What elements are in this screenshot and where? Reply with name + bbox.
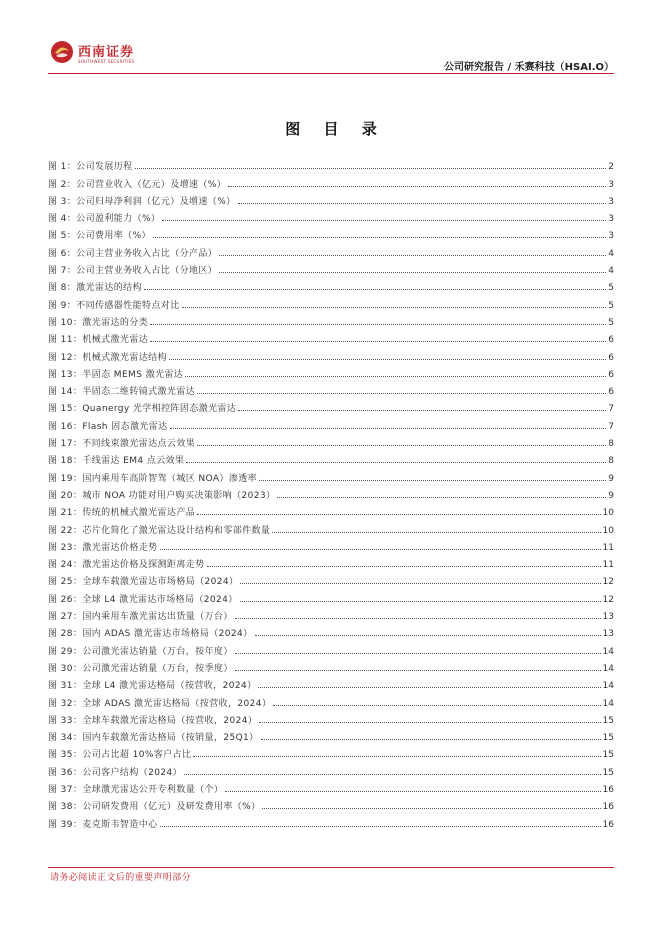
toc-entry-label: 图 27：国内乘用车激光雷达出货量（万台） [48,612,233,623]
toc-leader-dots [235,653,601,654]
toc-leader-dots [150,341,606,342]
toc-entry-page: 12 [602,577,614,588]
logo-mark-icon [50,40,74,64]
toc-entry-label: 图 36：公司客户结构（2024） [48,767,183,778]
toc-entry-page: 16 [602,819,614,830]
toc-entry[interactable] [48,760,614,777]
toc-entry-label: 图 11：机械式激光雷达 [48,335,149,346]
logo-text-cn: 西南证券 [78,45,135,60]
toc-entry-label: 图 6：公司主营业务收入占比（分产品） [48,248,218,259]
toc-entry-label: 图 25：全球车载激光雷达市场格局（2024） [48,577,239,588]
toc-entry-label: 图 17：不同线束激光雷达点云效果 [48,439,196,450]
toc-leader-dots [160,826,601,827]
toc-entry[interactable] [48,691,614,708]
toc-leader-dots [170,428,607,429]
toc-entry[interactable] [48,397,614,414]
toc-entry-label: 图 7：公司主营业务收入占比（分地区） [48,266,218,277]
toc-entry-label: 图 16：Flash 固态激光雷达 [48,421,168,432]
toc-entry-page: 9 [608,490,614,501]
footer-divider [48,867,614,868]
toc-entry-page: 6 [608,352,614,363]
report-label: 公司研究报告 / 禾赛科技（HSAI.O） [444,62,614,73]
toc-leader-dots [160,549,601,550]
toc-leader-dots [273,705,600,706]
toc-leader-dots [197,393,606,394]
toc-entry[interactable] [48,345,614,362]
toc-entry-page: 7 [608,421,614,432]
toc-entry[interactable] [48,778,614,795]
toc-entry-page: 14 [602,681,614,692]
toc-leader-dots [238,203,607,204]
toc-entry[interactable] [48,155,614,172]
toc-entry-label: 图 38：公司研发费用（亿元）及研发费用率（%） [48,802,261,813]
logo-text-en: SOUTHWEST SECURITIES [78,59,135,64]
toc-entry[interactable] [48,639,614,656]
toc-entry-label: 图 23：激光雷达价格走势 [48,542,158,553]
toc-leader-dots [182,307,607,308]
toc-entry[interactable] [48,207,614,224]
toc-entry[interactable] [48,587,614,604]
toc-leader-dots [197,445,606,446]
toc-entry-label: 图 5：公司费用率（%） [48,231,151,242]
toc-leader-dots [235,618,601,619]
toc-entry-page: 7 [608,404,614,415]
toc-entry[interactable] [48,726,614,743]
toc-leader-dots [207,566,601,567]
toc-entry-label: 图 1：公司发展历程 [48,162,133,173]
toc-leader-dots [185,376,606,377]
toc-entry[interactable] [48,501,614,518]
toc-entry-page: 14 [602,663,614,674]
toc-entry[interactable] [48,674,614,691]
toc-leader-dots [235,670,601,671]
toc-entry-label: 图 4：公司盈利能力（%） [48,214,161,225]
toc-entry-page: 3 [608,231,614,242]
toc-entry[interactable] [48,363,614,380]
toc-entry-label: 图 22：芯片化简化了激光雷达设计结构和零部件数量 [48,525,271,536]
toc-entry-label: 图 34：国内车载激光雷达格局（按销量，25Q1） [48,733,259,744]
toc-entry-label: 图 15：Quanergy 光学相控阵固态激光雷达 [48,404,237,415]
toc-title: 图 目 录 [285,120,386,138]
toc-entry[interactable] [48,743,614,760]
toc-entry-page: 6 [608,369,614,380]
toc-entry-page: 4 [608,248,614,259]
toc-entry-page: 8 [608,439,614,450]
toc-entry-page: 15 [602,767,614,778]
toc-entry-page: 15 [602,733,614,744]
toc-entry[interactable] [48,449,614,466]
toc-entry-label: 图 20：城市 NOA 功能对用户购买决策影响（2023） [48,490,276,501]
toc-entry-label: 图 37：全球激光雷达公开专利数量（个） [48,784,224,795]
toc-entry-label: 图 28：国内 ADAS 激光雷达市场格局（2024） [48,629,253,640]
toc-entry-label: 图 35：公司占比超 10%客户占比 [48,750,192,761]
toc-entry[interactable] [48,190,614,207]
toc-entry-page: 9 [608,473,614,484]
toc-entry-page: 5 [608,283,614,294]
toc-entry[interactable] [48,622,614,639]
toc-leader-dots [277,497,606,498]
toc-leader-dots [169,359,606,360]
toc-entry[interactable] [48,466,614,483]
toc-leader-dots [162,220,606,221]
toc-entry-page: 14 [602,646,614,657]
toc-entry[interactable] [48,553,614,570]
toc-entry[interactable] [48,293,614,310]
toc-leader-dots [225,791,600,792]
toc-entry-page: 16 [602,784,614,795]
toc-entry-page: 3 [608,196,614,207]
toc-entry-page: 13 [602,629,614,640]
toc-leader-dots [219,272,606,273]
toc-leader-dots [184,774,601,775]
toc-entry-page: 16 [602,802,614,813]
toc-entry[interactable] [48,536,614,553]
toc-leader-dots [240,583,600,584]
toc-entry-page: 12 [602,594,614,605]
toc-entry-label: 图 3：公司归母净利润（亿元）及增速（%） [48,196,236,207]
toc-entry[interactable] [48,414,614,431]
toc-entry-label: 图 31：全球 L4 激光雷达格局（按营收，2024） [48,681,257,692]
toc-entry[interactable] [48,328,614,345]
toc-entry[interactable] [48,484,614,501]
toc-entry-page: 11 [602,542,614,553]
toc-leader-dots [259,722,600,723]
toc-entry-label: 图 18：千线雷达 EM4 点云效果 [48,456,185,467]
toc-entry-page: 10 [602,508,614,519]
toc-entry-page: 14 [602,698,614,709]
toc-entry-label: 图 9：不同传感器性能特点对比 [48,300,180,311]
toc-entry[interactable] [48,380,614,397]
toc-leader-dots [150,324,606,325]
toc-entry-label: 图 33：全球车载激光雷达格局（按营收，2024） [48,715,258,726]
toc-entry-page: 13 [602,612,614,623]
toc-leader-dots [135,168,607,169]
toc-entry[interactable] [48,709,614,726]
toc-entry-page: 5 [608,317,614,328]
toc-entry-page: 10 [602,525,614,536]
toc-entry[interactable] [48,812,614,829]
toc-leader-dots [193,756,600,757]
toc-entry[interactable] [48,657,614,674]
toc-leader-dots [238,410,606,411]
toc-entry-label: 图 13：半固态 MEMS 激光雷达 [48,369,184,380]
toc-entry-label: 图 21：传统的机械式激光雷达产品 [48,508,196,519]
toc-leader-dots [186,462,606,463]
figure-list [48,155,614,830]
header-divider [48,73,614,74]
toc-entry-page: 15 [602,750,614,761]
toc-entry-label: 图 2：公司营业收入（亿元）及增速（%） [48,179,227,190]
toc-entry[interactable] [48,224,614,241]
toc-entry-page: 3 [608,179,614,190]
toc-entry-page: 11 [602,560,614,571]
toc-entry-label: 图 12：机械式激光雷达结构 [48,352,167,363]
toc-entry[interactable] [48,432,614,449]
toc-entry[interactable] [48,795,614,812]
toc-entry[interactable] [48,241,614,258]
toc-entry[interactable] [48,311,614,328]
toc-entry-page: 6 [608,335,614,346]
toc-entry-label: 图 10：激光雷达的分类 [48,317,149,328]
toc-entry-label: 图 14：半固态二维转镜式激光雷达 [48,387,196,398]
toc-entry-label: 图 39：麦克斯韦智造中心 [48,819,158,830]
toc-entry[interactable] [48,172,614,189]
toc-entry[interactable] [48,518,614,535]
toc-entry-label: 图 30：公司激光雷达销量（万台，按季度） [48,663,233,674]
toc-entry-label: 图 24：激光雷达价格及探测距离走势 [48,560,205,571]
toc-leader-dots [258,687,600,688]
toc-entry-page: 8 [608,456,614,467]
toc-leader-dots [240,601,601,602]
toc-leader-dots [255,635,601,636]
toc-entry[interactable] [48,605,614,622]
toc-leader-dots [259,480,606,481]
toc-entry-label: 图 29：公司激光雷达销量（万台，按年度） [48,646,233,657]
toc-leader-dots [228,186,606,187]
toc-leader-dots [261,739,601,740]
toc-entry-page: 5 [608,300,614,311]
toc-leader-dots [272,532,600,533]
toc-entry[interactable] [48,570,614,587]
toc-leader-dots [219,255,606,256]
toc-leader-dots [262,808,600,809]
footer-disclaimer: 请务必阅读正文后的重要声明部分 [50,873,192,883]
toc-entry-label: 图 8：激光雷达的结构 [48,283,142,294]
toc-entry-page: 15 [602,715,614,726]
company-logo [50,38,140,70]
toc-entry-page: 4 [608,266,614,277]
toc-entry-page: 2 [608,162,614,173]
toc-leader-dots [197,514,600,515]
toc-entry-label: 图 26：全球 L4 激光雷达市场格局（2024） [48,594,238,605]
toc-entry-label: 图 32：全球 ADAS 激光雷达格局（按营收，2024） [48,698,272,709]
toc-entry[interactable] [48,259,614,276]
toc-entry-label: 图 19：国内乘用车高阶智驾（城区 NOA）渗透率 [48,473,257,484]
toc-entry[interactable] [48,276,614,293]
toc-leader-dots [153,237,606,238]
toc-leader-dots [144,289,606,290]
toc-entry-page: 6 [608,387,614,398]
toc-entry-page: 3 [608,214,614,225]
